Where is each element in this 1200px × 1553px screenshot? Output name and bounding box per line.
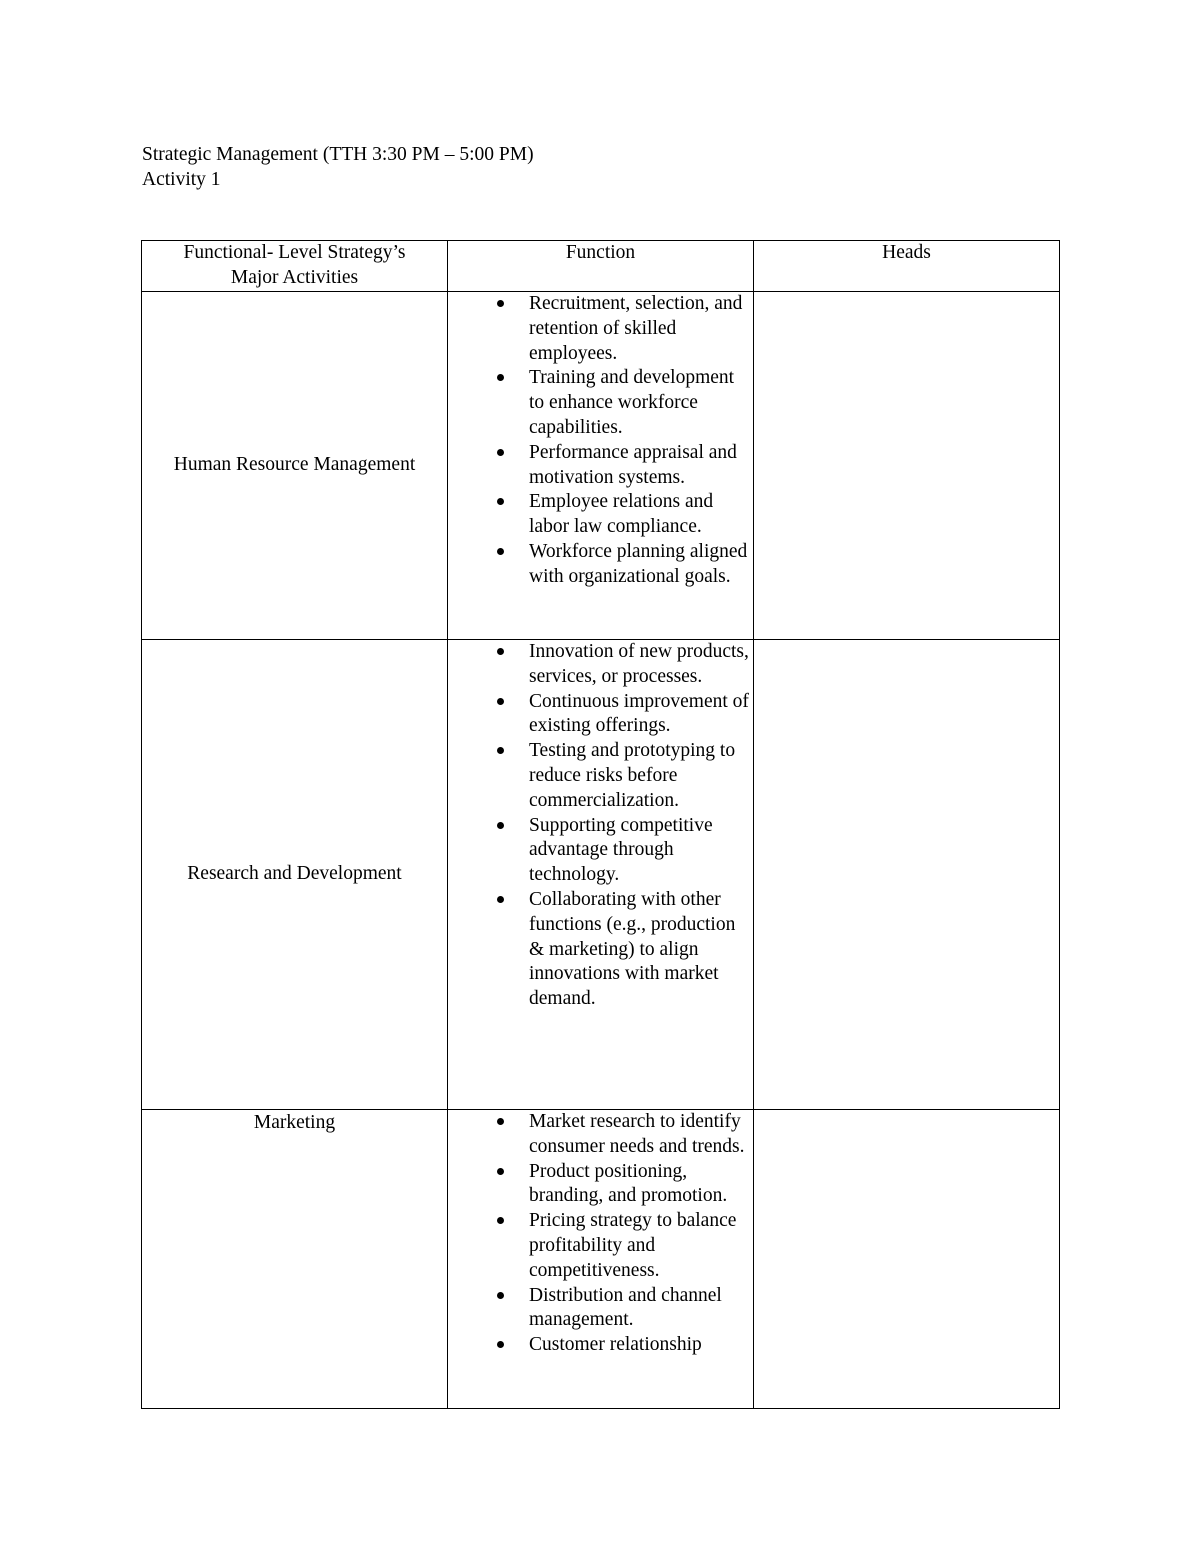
table-row: [142, 292, 1060, 640]
list-item: Customer relationship: [448, 1333, 753, 1358]
list-item: Collaborating with other functions (e.g., production & marketing) to align innovations with market demand.: [448, 888, 753, 1012]
heads-cell: [754, 1110, 1060, 1409]
function-list: [448, 292, 753, 590]
activity-cell: Human Resource Management: [142, 292, 448, 640]
list-item: Innovation of new products, services, or processes.: [448, 640, 753, 690]
list-item: Product positioning, branding, and promotion.: [448, 1160, 753, 1210]
list-item: Recruitment, selection, and retention of skilled employees.: [448, 292, 753, 366]
list-item: Distribution and channel management.: [448, 1284, 753, 1334]
activity-title: Activity 1: [142, 169, 221, 190]
table-row: [142, 1110, 1060, 1409]
list-item: Supporting competitive advantage through technology.: [448, 814, 753, 888]
list-item: Continuous improvement of existing offerings.: [448, 690, 753, 740]
course-title: Strategic Management (TTH 3:30 PM – 5:00 PM): [142, 144, 534, 165]
column-header-function: Function: [448, 241, 754, 292]
list-item: Training and development to enhance workforce capabilities.: [448, 366, 753, 440]
function-cell: [448, 292, 754, 640]
activity-cell: Research and Development: [142, 640, 448, 1110]
heads-cell: [754, 292, 1060, 640]
activity-cell: Marketing: [142, 1110, 448, 1409]
document-header: [142, 142, 534, 192]
list-item: Employee relations and labor law compliance.: [448, 490, 753, 540]
list-item: Workforce planning aligned with organizational goals.: [448, 540, 753, 590]
list-item: Market research to identify consumer needs and trends.: [448, 1110, 753, 1160]
column-header-activities: [142, 241, 448, 292]
list-item: Performance appraisal and motivation systems.: [448, 441, 753, 491]
column-header-activities-line1: Functional- Level Strategy’s: [183, 242, 406, 263]
activity-table: [141, 240, 1060, 1409]
function-cell: [448, 640, 754, 1110]
function-cell: [448, 1110, 754, 1409]
list-item: Testing and prototyping to reduce risks before commercialization.: [448, 739, 753, 813]
list-item: Pricing strategy to balance profitability and competitiveness.: [448, 1209, 753, 1283]
heads-cell: [754, 640, 1060, 1110]
table-header-row: [142, 241, 1060, 292]
column-header-activities-line2: Major Activities: [230, 266, 359, 288]
function-list: [448, 640, 753, 1012]
function-list: [448, 1110, 753, 1358]
column-header-heads: Heads: [754, 241, 1060, 292]
table-row: [142, 640, 1060, 1110]
